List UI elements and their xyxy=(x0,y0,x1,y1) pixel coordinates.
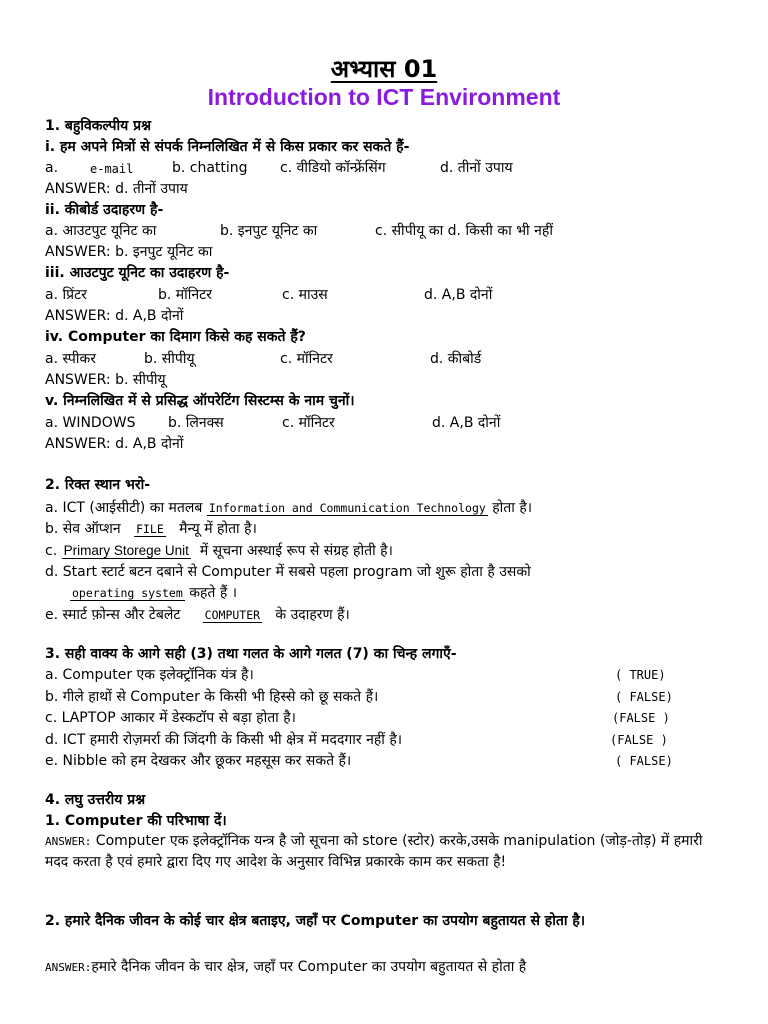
page-title-english: Introduction to ICT Environment xyxy=(207,84,561,110)
fill-answer-a: Information and Communication Technology xyxy=(208,501,486,515)
tf-mark-d: (FALSE ) xyxy=(610,733,668,747)
q1-text: i. हम अपने मित्रों से संपर्क निम्नलिखित में से किस प्रकार कर सकते हैं- xyxy=(45,139,410,155)
short-a1: ANSWER: Computer एक इलेक्ट्रॉनिक यन्त्र है जो सूचना को store (स्टोर) करके,उसके manipulation (जोड़-तोड़) में हमारी मदद करता है एवं हमारे द्वारा दिए गए आदेश के अनुसार विभिन्न प्रकारके काम कर सकता है! xyxy=(45,833,703,870)
q4-options: a. स्पीकर b. सीपीयू c. मॉनिटर d. कीबोर्ड xyxy=(45,351,482,367)
q2-answer: ANSWER: b. इनपुट यूनिट का xyxy=(45,244,213,260)
fill-item-e: e. स्मार्ट फ़ोन्स और टेबलेट COMPUTER के उदाहरण हैं। xyxy=(45,607,350,623)
q5-answer: ANSWER: d. A,B दोनों xyxy=(45,436,184,452)
q5-options: a. WINDOWS b. लिनक्स c. मॉनिटर d. A,B दोनों xyxy=(45,415,501,431)
fill-item-b: b. सेव ऑप्शन FILE मैन्यू में होता है। xyxy=(45,521,257,537)
q2-text: ii. कीबोर्ड उदाहरण है- xyxy=(45,202,164,218)
q3-options: a. प्रिंटर b. मॉनिटर c. माउस d. A,B दोनों xyxy=(45,287,493,303)
section2-heading: 2. रिक्त स्थान भरो- xyxy=(45,477,151,493)
section1-heading: 1. बहुविकल्पीय प्रश्न xyxy=(45,118,151,134)
tf-item-e: e. Nibble को हम देखकर और छूकर महसूस कर सकते हैं। xyxy=(45,753,352,769)
q3-text: iii. आउटपुट यूनिट का उदाहरण है- xyxy=(45,265,230,281)
tf-item-d: d. ICT हमारी रोज़मर्रा की जिंदगी के किसी भी क्षेत्र में मददगार नहीं है। xyxy=(45,732,403,748)
tf-mark-c: (FALSE ) xyxy=(612,711,670,725)
q3-answer: ANSWER: d. A,B दोनों xyxy=(45,308,184,324)
page-title-hindi: अभ्यास 01 xyxy=(330,55,438,83)
section4-heading: 4. लघु उत्तरीय प्रश्न xyxy=(45,792,146,808)
tf-mark-e: ( FALSE) xyxy=(615,754,673,768)
q5-text: v. निम्नलिखित में से प्रसिद्ध ऑपरेटिंग सिस्टम्स के नाम चुनों। xyxy=(45,393,355,409)
short-a2: ANSWER:हमारे दैनिक जीवन के चार क्षेत्र, जहाँ पर Computer का उपयोग बहुतायत से होता है xyxy=(45,959,527,975)
fill-item-c: c. Primary Storege Unit में सूचना अस्थाई रूप से संग्रह होती है। xyxy=(45,543,393,559)
q1-answer: ANSWER: d. तीनों उपाय xyxy=(45,181,188,197)
q4-answer: ANSWER: b. सीपीयू xyxy=(45,372,166,388)
tf-mark-b: ( FALSE) xyxy=(615,690,673,704)
q1-options: a. e-mail b. chatting c. वीडियो कॉन्फ्रेंसिंग d. तीनों उपाय xyxy=(45,160,513,176)
short-q2: 2. हमारे दैनिक जीवन के कोई चार क्षेत्र बताइए, जहाँ पर Computer का उपयोग बहुतायत से होता है। xyxy=(45,913,586,929)
tf-item-b: b. गीले हाथों से Computer के किसी भी हिस्से को छू सकते हैं। xyxy=(45,689,379,705)
fill-answer-d: operating system xyxy=(72,586,183,600)
fill-item-a: a. ICT (आईसीटी) का मतलब Information and Communication Technology होता है। xyxy=(45,500,533,516)
fill-answer-b: FILE xyxy=(136,522,164,536)
tf-mark-a: ( TRUE) xyxy=(615,668,666,682)
short-q1: 1. Computer की परिभाषा दें। xyxy=(45,813,227,829)
tf-item-a: a. Computer एक इलेक्ट्रॉनिक यंत्र है। xyxy=(45,667,254,683)
fill-answer-c: Primary Storege Unit xyxy=(63,543,189,558)
q4-text: iv. Computer का दिमाग किसे कह सकते हैं? xyxy=(45,329,306,345)
tf-item-c: c. LAPTOP आकार में डेस्कटॉप से बड़ा होता है। xyxy=(45,710,296,726)
fill-item-d-line1: d. Start स्टार्ट बटन दबाने से Computer में सबसे पहला program जो शुरू होता है उसको xyxy=(45,564,531,580)
q2-options: a. आउटपुट यूनिट का b. इनपुट यूनिट का c. सीपीयू का d. किसी का भी नहीं xyxy=(45,223,553,239)
fill-answer-e: COMPUTER xyxy=(204,608,261,622)
section3-heading: 3. सही वाक्य के आगे सही (3) तथा गलत के आगे गलत (7) का चिन्ह लगाएँ- xyxy=(45,646,457,662)
fill-item-d-line2: operating system कहते हैं । xyxy=(72,585,238,601)
